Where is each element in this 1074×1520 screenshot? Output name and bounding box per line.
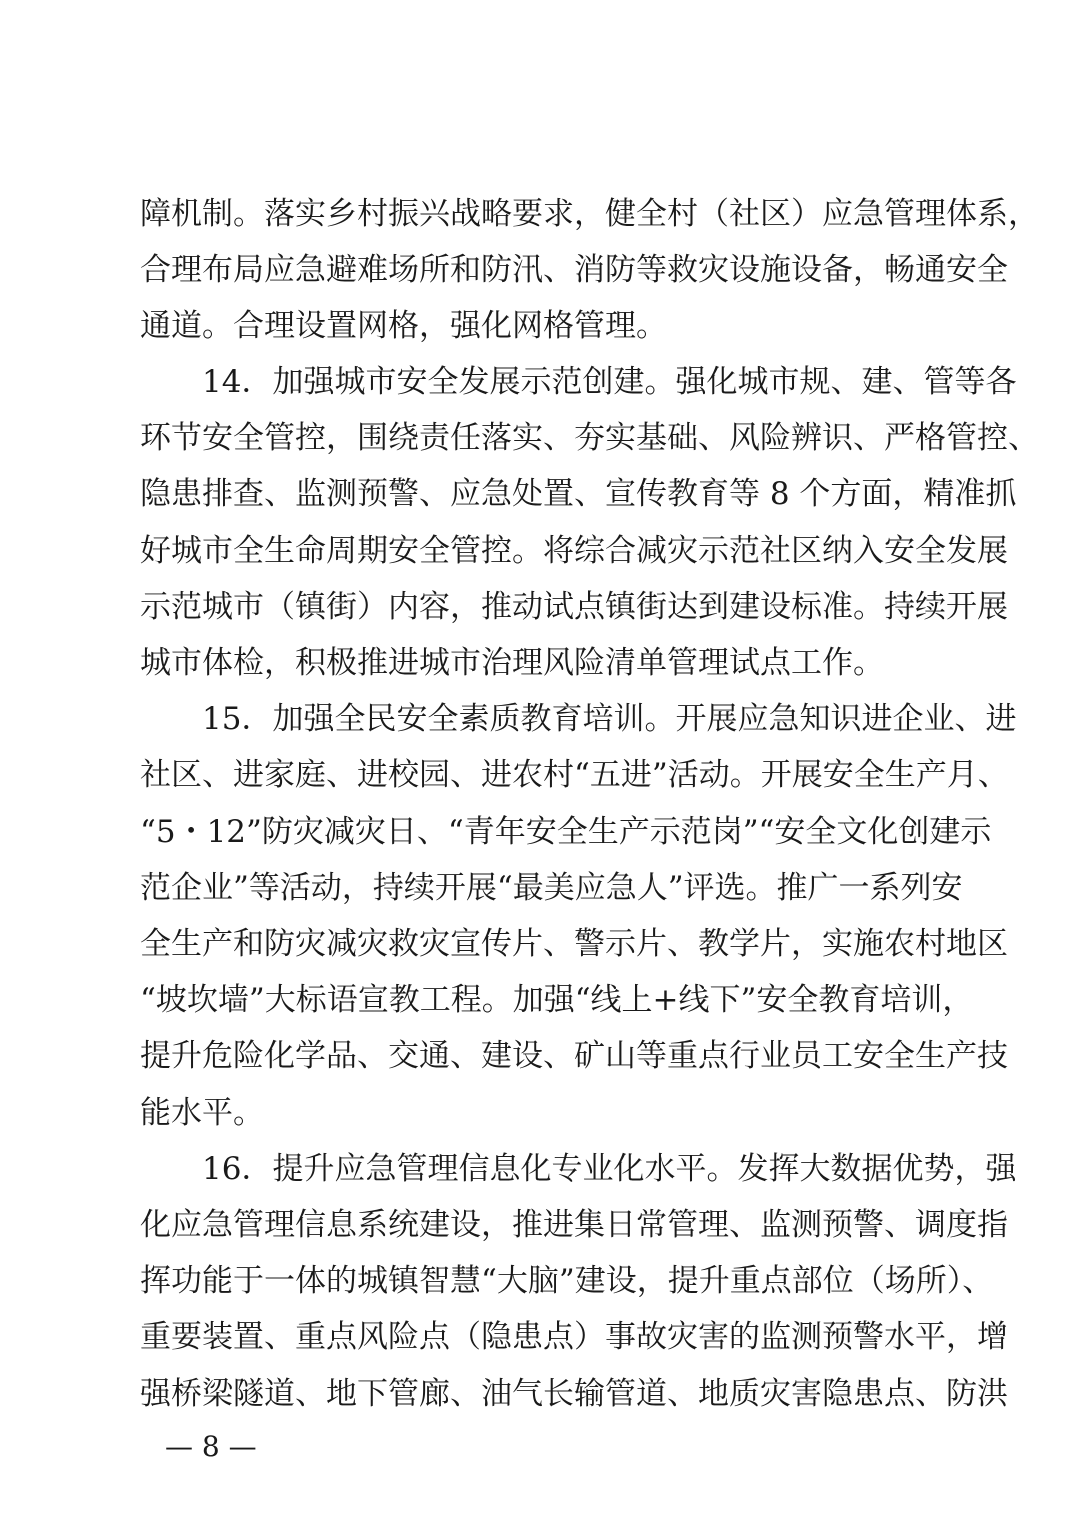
text-line: 隐患排查、监测预警、应急处置、宣传教育等 8 个方面，精准抓: [140, 476, 1017, 512]
section-16-heading-line: 16．提升应急管理信息化专业化水平。发挥大数据优势，强: [140, 1151, 1017, 1187]
section-14-heading-line: 14．加强城市安全发展示范创建。强化城市规、建、管等各: [140, 364, 1017, 400]
text-line: 提升危险化学品、交通、建设、矿山等重点行业员工安全生产技: [140, 1038, 1008, 1074]
page-number: — 8 —: [165, 1430, 257, 1463]
text-line: 环节安全管控，围绕责任落实、夯实基础、风险辨识、严格管控、: [140, 420, 1039, 456]
text-line: 社区、进家庭、进校园、进农村“五进”活动。开展安全生产月、: [140, 757, 1009, 793]
text-line: 合理布局应急避难场所和防汛、消防等救灾设施设备，畅通安全: [140, 252, 1008, 288]
text-line: 挥功能于一体的城镇智慧“大脑”建设，提升重点部位（场所）、: [140, 1263, 994, 1299]
text-line: 通道。合理设置网格，强化网格管理。: [140, 308, 667, 344]
text-line: 重要装置、重点风险点（隐患点）事故灾害的监测预警水平，增: [140, 1319, 1008, 1355]
text-line: “5・12”防灾减灾日、“青年安全生产示范岗”“安全文化创建示: [140, 814, 992, 850]
text-line: 障机制。落实乡村振兴战略要求，健全村（社区）应急管理体系，: [140, 196, 1039, 232]
text-line: 示范城市（镇街）内容，推动试点镇街达到建设标准。持续开展: [140, 589, 1008, 625]
text-line: 化应急管理信息系统建设，推进集日常管理、监测预警、调度指: [140, 1207, 1008, 1243]
text-line: 范企业”等活动，持续开展“最美应急人”评选。推广一系列安: [140, 870, 963, 906]
section-15-heading-line: 15．加强全民安全素质教育培训。开展应急知识进企业、进: [140, 701, 1017, 737]
text-line: 能水平。: [140, 1095, 264, 1131]
text-line: 好城市全生命周期安全管控。将综合减灾示范社区纳入安全发展: [140, 533, 1008, 569]
text-line: 强桥梁隧道、地下管廊、油气长输管道、地质灾害隐患点、防洪: [140, 1376, 1008, 1412]
text-line: 城市体检，积极推进城市治理风险清单管理试点工作。: [140, 645, 884, 681]
text-line: 全生产和防灾减灾救灾宣传片、警示片、教学片，实施农村地区: [140, 926, 1008, 962]
text-line: “坡坎墙”大标语宣教工程。加强“线上+线下”安全教育培训，: [140, 982, 974, 1018]
